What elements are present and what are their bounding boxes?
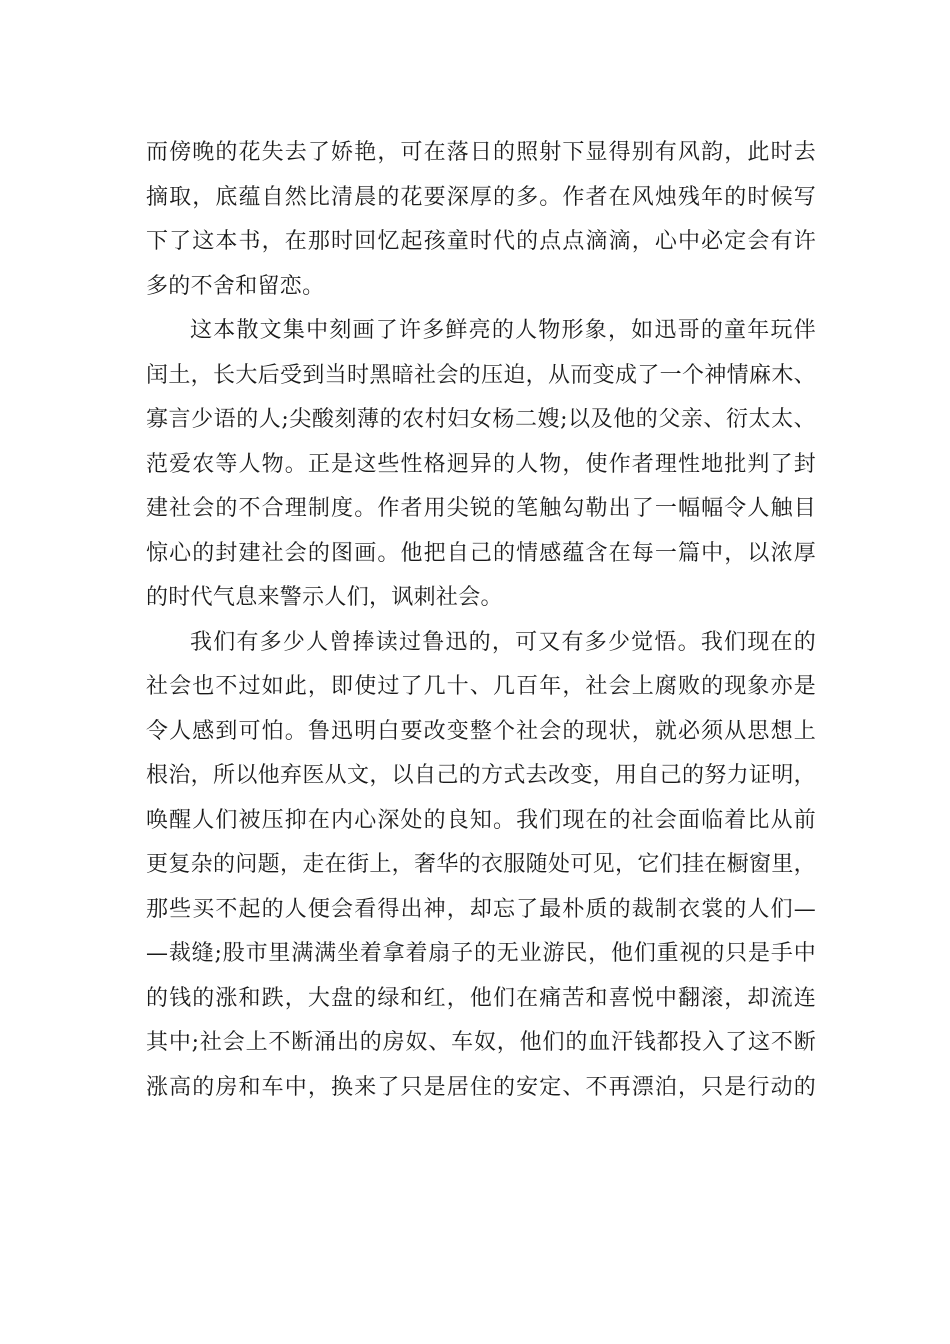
text-line: 而傍晚的花失去了娇艳，可在落日的照射下显得别有风韵，此时去 — [146, 140, 816, 165]
text-line: 涨高的房和车中，换来了只是居住的安定、不再漂泊，只是行动的 — [146, 1074, 816, 1100]
text-line: 惊心的封建社会的图画。他把自己的情感蕴含在每一篇中，以浓厚 — [146, 540, 816, 566]
text-line: 令人感到可怕。鲁迅明白要改变整个社会的现状，就必须从思想上 — [146, 718, 816, 744]
document-body — [146, 131, 816, 1110]
paragraph-2 — [146, 309, 816, 621]
text-line: 唤醒人们被压抑在内心深处的良知。我们现在的社会面临着比从前 — [146, 807, 816, 833]
text-line: 多的不舍和留恋。 — [146, 273, 325, 299]
text-line: 寡言少语的人;尖酸刻薄的农村妇女杨二嫂;以及他的父亲、衍太太、 — [146, 407, 816, 432]
text-line: 摘取，底蕴自然比清晨的花要深厚的多。作者在风烛残年的时候写 — [146, 184, 816, 210]
text-line: 社会也不过如此，即使过了几十、几百年，社会上腐败的现象亦是 — [146, 674, 816, 699]
paragraph-1 — [146, 131, 816, 309]
paragraph-3 — [146, 621, 816, 1111]
text-line: 闰土，长大后受到当时黑暗社会的压迫，从而变成了一个神情麻木、 — [146, 362, 816, 388]
text-line: 的时代气息来警示人们，讽刺社会。 — [146, 585, 503, 610]
text-line: —裁缝;股市里满满坐着拿着扇子的无业游民，他们重视的只是手中 — [146, 941, 816, 966]
text-line: 其中;社会上不断涌出的房奴、车奴，他们的血汗钱都投入了这不断 — [146, 1030, 816, 1055]
text-line: 那些买不起的人便会看得出神，却忘了最朴质的裁制衣裳的人们— — [146, 896, 816, 922]
text-line: 建社会的不合理制度。作者用尖锐的笔触勾勒出了一幅幅令人触目 — [146, 496, 816, 521]
text-line: 范爱农等人物。正是这些性格迥异的人物，使作者理性地批判了封 — [146, 451, 816, 477]
text-line: 我们有多少人曾捧读过鲁迅的，可又有多少觉悟。我们现在的 — [190, 629, 816, 655]
text-line: 的钱的涨和跌，大盘的绿和红，他们在痛苦和喜悦中翻滚，却流连 — [146, 985, 816, 1011]
text-line: 下了这本书，在那时回忆起孩童时代的点点滴滴，心中必定会有许 — [146, 229, 816, 254]
text-line: 根治，所以他弃医从文，以自己的方式去改变，用自己的努力证明， — [146, 763, 816, 788]
text-line: 更复杂的问题，走在街上，奢华的衣服随处可见，它们挂在橱窗里， — [146, 852, 816, 877]
text-line: 这本散文集中刻画了许多鲜亮的人物形象，如迅哥的童年玩伴 — [190, 318, 816, 343]
